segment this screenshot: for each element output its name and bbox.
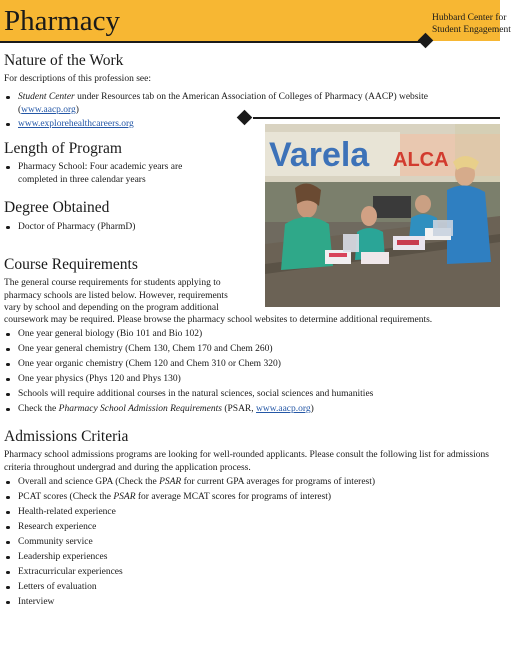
- section-rule: [253, 117, 500, 119]
- list-item: [0, 491, 490, 504]
- org-name: [432, 12, 511, 36]
- gpa-prefix: Overall and science GPA (Check the: [18, 477, 160, 487]
- psar-prefix: Check the: [18, 404, 59, 414]
- org-name-line2: Student Engagement: [432, 25, 511, 35]
- pcat-psar: PSAR: [113, 492, 136, 502]
- list-item: Letters of evaluation: [0, 581, 490, 594]
- psar-suffix: ): [310, 404, 314, 414]
- gpa-psar: PSAR: [159, 477, 182, 487]
- length-list: [0, 161, 250, 186]
- course-intro-line1: The general course requirements for students applying to: [4, 278, 221, 288]
- page-title: Pharmacy: [4, 5, 120, 37]
- list-item: Research experience: [0, 521, 490, 534]
- admissions-list: [0, 474, 490, 609]
- course-list: [0, 326, 490, 416]
- list-item: [0, 118, 260, 131]
- sign-text: Varela: [269, 136, 370, 174]
- length-heading: Length of Program: [4, 140, 122, 157]
- length-item-line1: Pharmacy School: Four academic years are: [18, 162, 183, 172]
- admissions-intro-line1: Pharmacy school admissions programs are looking for well-rounded applicants. Please consult the following list for admissions: [4, 450, 489, 460]
- gpa-suffix: for current GPA averages for programs of interest): [181, 477, 376, 487]
- list-item: [0, 161, 250, 186]
- degree-list: [0, 221, 250, 234]
- admissions-intro: [4, 449, 496, 474]
- course-intro-line2: pharmacy schools are listed below. However, requirements: [4, 290, 228, 301]
- volunteers-photo: [265, 124, 500, 307]
- list-item: Schools will require additional courses in the natural sciences, social sciences and humanities: [0, 388, 490, 401]
- header-rule: [0, 41, 426, 43]
- aacp-link[interactable]: www.aacp.org: [21, 104, 76, 115]
- pcat-prefix: PCAT scores (Check the: [18, 492, 114, 502]
- course-intro-line3: vary by school and depending on the program additional: [4, 303, 219, 313]
- nature-list: [0, 91, 460, 116]
- nature-intro: For descriptions of this profession see:: [4, 74, 151, 84]
- list-item: One year organic chemistry (Chem 120 and Chem 310 or Chem 320): [0, 358, 490, 371]
- nature-list-2: [0, 118, 260, 131]
- length-item-line2: completed in three calendar years: [18, 174, 146, 185]
- list-item: Health-related experience: [0, 506, 490, 519]
- list-item: One year general biology (Bio 101 and Bio 102): [0, 328, 490, 341]
- volunteers-photo-art: [265, 124, 500, 307]
- list-item: [0, 403, 490, 416]
- list-item: [0, 476, 490, 489]
- nature-heading: Nature of the Work: [4, 52, 124, 69]
- list-item: Doctor of Pharmacy (PharmD): [0, 221, 250, 234]
- degree-heading: Degree Obtained: [4, 199, 110, 216]
- list-item: Interview: [0, 596, 490, 609]
- list-item: Leadership experiences: [0, 551, 490, 564]
- list-item: Student Center under Resources tab on the American Association of Colleges of Pharmacy (AACP) website (www.aacp.org): [0, 91, 460, 116]
- pcat-suffix: for average MCAT scores for programs of interest): [135, 492, 332, 502]
- aacp-link[interactable]: www.aacp.org: [256, 404, 311, 414]
- admissions-heading: Admissions Criteria: [4, 428, 129, 445]
- student-center-text: Student Center: [18, 92, 75, 102]
- sign-text-2: ALCA: [393, 149, 449, 171]
- admissions-intro-line2: criteria throughout undergrad and during the application process.: [4, 462, 251, 473]
- course-heading: Course Requirements: [4, 256, 138, 273]
- list-item: Community service: [0, 536, 490, 549]
- psar-title: Pharmacy School Admission Requirements: [58, 404, 222, 414]
- nature-item1-text: under Resources tab on the American Association of Colleges of Pharmacy (AACP) website: [74, 92, 429, 102]
- list-item: One year general chemistry (Chem 130, Chem 170 and Chem 260): [0, 343, 490, 356]
- explorehealthcareers-link[interactable]: www.explorehealthcareers.org: [18, 119, 134, 129]
- course-intro: [4, 277, 264, 315]
- course-intro-line4: coursework may be required. Please browse the pharmacy school websites to determine additional requirements.: [4, 315, 433, 325]
- list-item: Extracurricular experiences: [0, 566, 490, 579]
- list-item: One year physics (Phys 120 and Phys 130): [0, 373, 490, 386]
- org-name-line1: Hubbard Center for: [432, 13, 507, 23]
- psar-mid: (PSAR,: [221, 404, 257, 414]
